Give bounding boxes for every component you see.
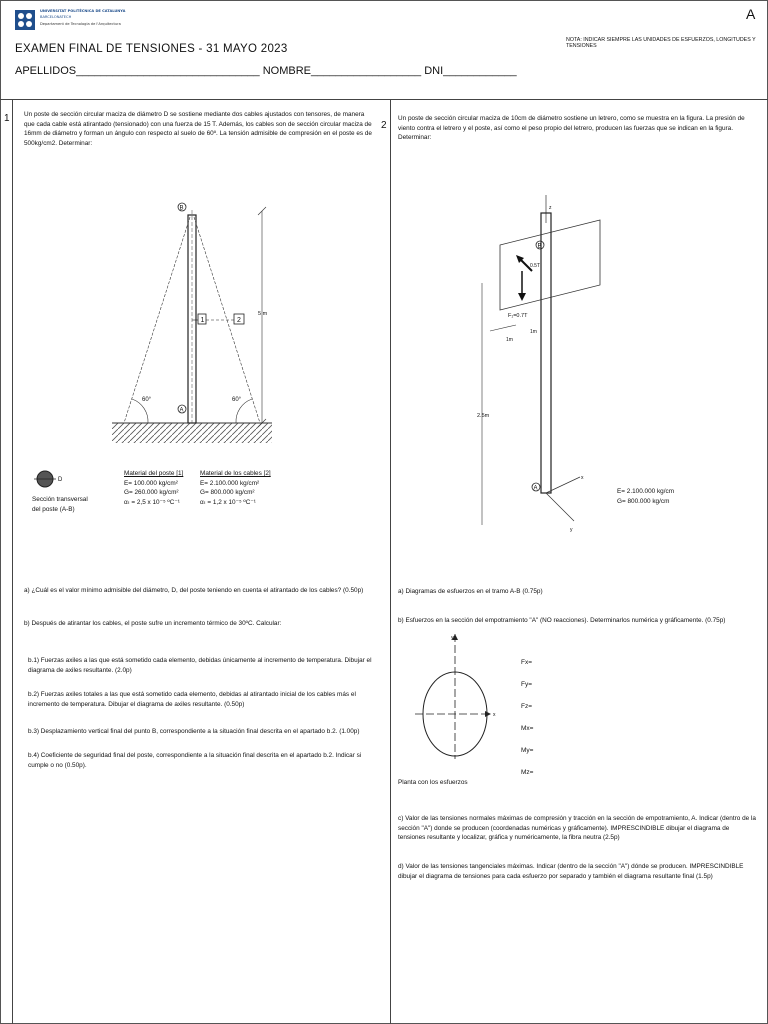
force-v-arrowhead [518,293,526,301]
dim-1m-b: 1m [530,329,537,335]
plan-axis-x-arrow [485,711,491,717]
p2-question-c: c) Valor de las tensiones normales máximas de compresión y tracción en la sección de empotramiento, A. Indicar (dentro de la sección "A") donde se producen (coordenadas numéricas y gráficamente). IMPRESCINDIBLE dibujar el diagrama de tensiones resultante y localizar, gráfica y numéricamente, la fibra neutra (2.5p) [398,815,756,841]
exam-version: A [746,6,756,22]
section-caption-1: Sección transversal [32,496,88,503]
force-fx: Fx= [521,659,533,666]
problem2-statement: Un poste de sección circular maciza de 10cm de diámetro sostiene un letrero, como se muestra en la figura. La presión de viento contra el letrero y el poste, así como el peso propio del letrero, producen las fuerzas que se indican en la figura. Determinar: [398,115,745,141]
material-cable [200,469,271,507]
dni-label: DNI [424,65,444,77]
nombre-label: NOMBRE [262,65,312,77]
dim-1m-line-a [490,325,516,331]
nombre-field[interactable]: __________________ [311,65,422,77]
section-caption [32,495,88,514]
p2-question-d: d) Valor de las tensiones tangenciales máximas. Indicar (dentro de la sección "A") dónde se producen. IMPRESCINDIBLE dibujar el diagrama de tensiones para cada esfuerzo por separado y también el diagrama resultante final (1.5p) [398,863,744,880]
dni-field[interactable]: ____________ [443,65,517,77]
problem1-statement: Un poste de sección circular maciza de diámetro D se sostiene mediante dos cables ajustados con tensores, de manera que cada cable está atirantado (tensionado) con una fuerza de 15 T. Además, los cables son de sección circular maciza de 16mm de diámetro y forman un ángulo con respecto al suelo de 60º. La tensión admisible de compresión en el poste es de 500kg/cm2. Determinar: [24,111,372,147]
p2-question-b: b) Esfuerzos en la sección del empotramiento "A" (NO reacciones). Determinarlos numérica y gráficamente. (0.75p) [398,617,726,624]
axis-z-label: z [549,205,552,211]
moment-mx: Mx= [521,725,534,732]
problem1-figure [112,195,282,445]
p1-question-a: a) ¿Cuál es el valor mínimo admisible del diámetro, D, del poste teniendo en cuenta el atirantado de los cables? (0.50p) [24,587,364,594]
node-b2-label: B [537,243,542,250]
material-problem2 [617,487,674,506]
force-fy: Fy= [521,681,533,688]
upc-logo-mark [14,9,36,33]
exam-title: EXAMEN FINAL DE TENSIONES - 31 MAYO 2023 [15,43,288,55]
header-divider [0,99,768,100]
p2-question-a: a) Diagramas de esfuerzos en el tramo A-B (0.75p) [398,588,543,595]
material-cable-title: Material de los cables [2] [200,470,271,477]
problem1-number: 1 [4,113,10,124]
problem2-figure [470,195,640,535]
section-caption-2: del poste (A-B) [32,505,75,513]
material-post-g: G= 260.000 kg/cm² [124,489,179,496]
material-cable-alpha: αₜ = 1,2 x 10⁻⁵ ºC⁻¹ [200,498,256,506]
height-label-2: 2.5m [477,413,490,419]
axis-x-label: x [581,475,584,481]
moment-my: My= [521,747,534,754]
force-h-label: 0.5T [530,263,541,269]
logo-line2: BARCELONATECH [40,15,72,19]
p1-question-b1: b.1) Fuerzas axiles a las que está sometido cada elemento, debidas únicamente al incremento de temperatura. Dibujar el diagrama de axiles resultante. (2.0p) [28,657,372,674]
plan-section-diagram [415,634,515,774]
force-v-label: F₁=0.7T [508,313,528,319]
moment-mz: Mz= [521,769,534,776]
logo-line3: Departament de Tecnologia de l'Arquitectura [40,22,121,26]
material-post-e: E= 100.000 kg/cm² [124,479,178,487]
plan-axis-x-label: x [493,712,496,718]
force-list [521,652,533,784]
logo-line1: UNIVERSITAT POLITÈCNICA DE CATALUNYA [40,9,126,13]
node-b-label: B [179,205,184,212]
box-1-label: 1 [200,317,205,324]
material-post-title: Material del poste [1] [124,470,184,477]
plan-caption: Planta con los esfuerzos [398,779,468,786]
material-post-alpha: αₜ = 2,5 x 10⁻⁵ ºC⁻¹ [124,498,180,506]
dim-1m-a: 1m [506,337,513,343]
cross-section-icon [34,468,64,492]
material-cable-e: E= 2.100.000 kg/cm² [200,479,260,487]
cable-left [124,217,190,423]
axis-y-label: y [570,527,573,533]
upc-logo [14,6,126,36]
units-note: NOTA: INDICAR SIEMPRE LAS UNIDADES DE ESFUERZOS, LONGITUDES Y TENSIONES [566,37,756,49]
node-a-label: A [179,407,184,414]
axis-y [546,493,574,521]
material-post [124,469,183,507]
angle-right-label: 60° [232,397,242,403]
ground-hatch [112,423,272,443]
apellidos-label: APELLIDOS [15,65,77,77]
sign-panel [500,220,600,310]
p1-question-b4: b.4) Coeficiente de seguridad final del poste, correspondiente a la situación final descrita en el apartado b.2. Indicar si cumple o no (0.50p). [28,752,362,769]
material-problem2-g: G= 800.000 kg/cm [617,497,670,505]
name-fields-row [15,65,517,77]
plan-axis-y-label: y [451,635,454,641]
material-problem2-e: E= 2.100.000 kg/cm [617,488,675,495]
p1-question-b: b) Después de atirantar los cables, el poste sufre un incremento térmico de 30ºC. Calcular: [24,620,282,627]
force-fz: Fz= [521,703,533,710]
box-2-label: 2 [237,317,241,324]
p1-question-b2: b.2) Fuerzas axiles totales a las que está sometido cada elemento, debidas al atirantado inicial de los cables más el incremento de temperatura. Dibujar el diagrama de axiles resultante. (0.50p) [28,691,356,708]
angle-left-label: 60° [142,397,152,403]
material-cable-g: G= 800.000 kg/cm² [200,489,255,496]
p1-question-b3: b.3) Desplazamiento vertical final del punto B, correspondiente a la situación final descrita en el apartado b.2. (1.00p) [28,728,360,735]
apellidos-field[interactable]: ______________________________ [76,65,260,77]
column-divider [390,100,391,1024]
post-2 [541,213,551,493]
height-label: 5 m [258,311,268,317]
left-margin-line [12,100,13,1024]
node-a2-label: A [533,485,538,492]
problem2-number: 2 [381,120,387,131]
section-d-label: D [58,477,63,483]
